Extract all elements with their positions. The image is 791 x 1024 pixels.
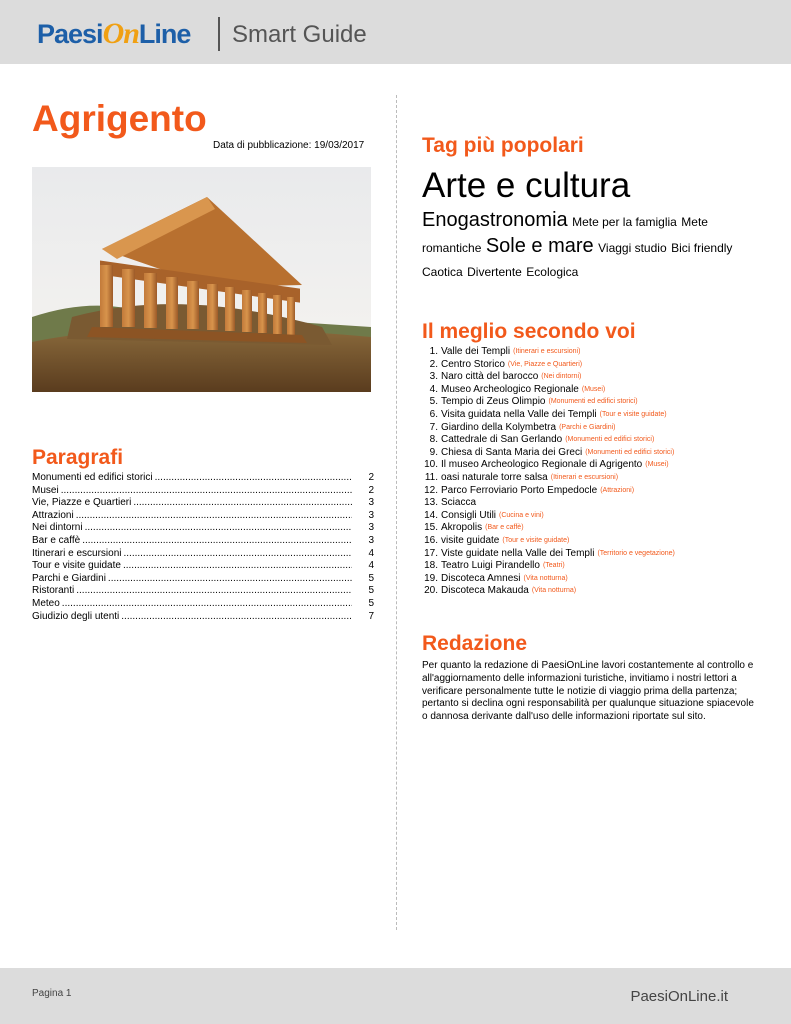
tag-link[interactable]: Sole e mare <box>485 235 594 257</box>
list-item[interactable] <box>420 497 770 510</box>
toc-row[interactable] <box>32 510 374 523</box>
list-item-number: 15. <box>424 522 438 534</box>
list-item-category: (Monumenti ed edifici storici) <box>565 436 655 444</box>
tag-link[interactable]: Ecologica <box>526 265 579 279</box>
list-item-number: 17. <box>424 547 438 559</box>
toc-row[interactable] <box>32 598 374 611</box>
toc-row[interactable] <box>32 485 374 498</box>
list-item-category: (Parchi e Giardini) <box>559 423 616 431</box>
list-item[interactable] <box>420 472 770 485</box>
tag-link[interactable]: Bici friendly <box>671 241 733 255</box>
toc-row[interactable] <box>32 548 374 561</box>
list-item-name: Viste guidate nella Valle dei Templi <box>441 547 595 559</box>
page-number: Pagina 1 <box>32 988 72 999</box>
list-item-name: Sciacca <box>441 497 477 509</box>
list-item-number: 20. <box>424 585 438 597</box>
list-item-name: Chiesa di Santa Maria dei Greci <box>441 446 583 458</box>
paesionline-logo[interactable] <box>37 14 190 54</box>
list-item-name: Cattedrale di San Gerlando <box>441 434 563 446</box>
list-item-category: (Teatri) <box>542 562 565 570</box>
header-divider <box>218 17 220 51</box>
list-item-number: 5. <box>429 396 438 408</box>
list-item-category: (Bar e caffè) <box>485 524 524 532</box>
tag-link[interactable]: Mete romantiche <box>422 215 708 255</box>
toc-row[interactable] <box>32 585 374 598</box>
toc-leader-dots <box>82 535 352 548</box>
list-item-name: Giardino della Kolymbetra <box>441 421 557 433</box>
list-item-number: 14. <box>424 509 438 521</box>
list-item-category: (Musei) <box>645 461 669 469</box>
toc-label: Ristoranti <box>32 585 75 597</box>
toc-page-number: 5 <box>368 585 374 597</box>
list-item[interactable] <box>420 522 770 535</box>
list-item-name: Il museo Archeologico Regionale di Agrigento <box>441 459 643 471</box>
list-item-category: (Vita notturna) <box>523 574 568 582</box>
tag-link[interactable]: Caotica <box>422 265 463 279</box>
tag-link[interactable]: Enogastronomia <box>422 209 568 231</box>
list-item-number: 6. <box>429 408 438 420</box>
list-item-name: Discoteca Makauda <box>441 585 529 597</box>
column-divider <box>396 95 397 930</box>
site-name[interactable]: PaesiOnLine.it <box>630 988 728 1005</box>
toc-label: Vie, Piazze e Quartieri <box>32 497 132 509</box>
list-item-category: (Attrazioni) <box>600 486 635 494</box>
list-item-number: 18. <box>424 560 438 572</box>
list-item-number: 11. <box>424 471 438 483</box>
list-item[interactable] <box>420 535 770 548</box>
toc-leader-dots <box>121 611 352 624</box>
list-item[interactable] <box>420 371 770 384</box>
page-title: Agrigento <box>32 98 207 139</box>
list-item-category: (Musei) <box>581 385 606 393</box>
toc-page-number: 3 <box>368 509 374 521</box>
list-item-category: (Territorio e vegetazione) <box>597 549 675 557</box>
toc-leader-dots <box>123 560 352 573</box>
toc-leader-dots <box>62 598 352 611</box>
list-item-number: 12. <box>424 484 438 496</box>
list-item[interactable] <box>420 573 770 586</box>
footer-bar <box>0 968 791 1024</box>
toc-page-number: 4 <box>368 560 374 572</box>
list-item[interactable] <box>420 422 770 435</box>
list-item[interactable] <box>420 459 770 472</box>
toc-leader-dots <box>85 522 352 535</box>
toc-page-number: 4 <box>368 547 374 559</box>
list-item-name: Consigli Utili <box>441 509 497 521</box>
best-list <box>420 346 770 598</box>
list-item[interactable] <box>420 560 770 573</box>
list-item-name: Parco Ferroviario Porto Empedocle <box>441 484 598 496</box>
list-item-name: Tempio di Zeus Olimpio <box>441 396 546 408</box>
list-item-category: (Cucina e vini) <box>499 511 544 519</box>
logo-text-paesi: Paesi <box>37 19 103 49</box>
redazione-text: Per quanto la redazione di PaesiOnLine lavori costantemente al controllo e all'aggiornamento delle informazioni turistiche, invitiamo i nostri lettori a verificare personalmente tutte le notizie di viaggio prima della partenza; pertanto si declina ogni responsabilità per qualunque situazione spiacevole o dannosa derivante dall'uso delle informazioni riportate sul sito. <box>422 660 754 723</box>
publication-date: Data di pubblicazione: 19/03/2017 <box>213 140 365 151</box>
tag-link[interactable]: Mete per la famiglia <box>572 215 677 229</box>
list-item[interactable] <box>420 434 770 447</box>
tag-cloud <box>422 164 762 284</box>
list-item-category: (Tour e visite guidate) <box>599 410 667 418</box>
toc-row[interactable] <box>32 535 374 548</box>
logo-text-on: On <box>102 17 139 50</box>
list-item-name: Naro città del barocco <box>441 371 539 383</box>
list-item-number: 13. <box>424 497 438 509</box>
toc-page-number: 5 <box>368 572 374 584</box>
toc-title: Paragrafi <box>32 446 124 469</box>
toc-row[interactable] <box>32 497 374 510</box>
toc-page-number: 2 <box>368 472 374 483</box>
list-item-number: 4. <box>429 383 438 395</box>
toc-label: Nei dintorni <box>32 522 83 534</box>
toc-label: Tour e visite guidate <box>32 560 121 572</box>
list-item-category: (Nei dintorni) <box>541 373 582 381</box>
list-item-category: (Itinerari e escursioni) <box>550 473 619 481</box>
toc-page-number: 3 <box>368 534 374 546</box>
best-title: Il meglio secondo voi <box>422 320 636 343</box>
list-item-number: 9. <box>429 446 438 458</box>
toc-page-number: 3 <box>368 497 374 509</box>
list-item-number: 8. <box>429 434 438 446</box>
toc-leader-dots <box>133 497 352 510</box>
list-item-name: Museo Archeologico Regionale <box>441 383 579 395</box>
toc-row[interactable] <box>32 611 374 624</box>
list-item-number: 10. <box>424 459 438 471</box>
list-item[interactable] <box>420 485 770 498</box>
toc-row[interactable] <box>32 560 374 573</box>
list-item[interactable] <box>420 384 770 397</box>
list-item-number: 3. <box>429 371 438 383</box>
list-item-number: 1. <box>429 346 438 357</box>
list-item-number: 19. <box>424 572 438 584</box>
list-item-number: 16. <box>424 534 438 546</box>
list-item[interactable] <box>420 359 770 372</box>
list-item-number: 2. <box>429 358 438 370</box>
list-item-number: 7. <box>429 421 438 433</box>
toc-page-number: 7 <box>368 610 374 622</box>
redazione-title: Redazione <box>422 632 528 655</box>
header-title: Smart Guide <box>232 21 367 48</box>
toc-leader-dots <box>155 472 352 485</box>
tags-title: Tag più popolari <box>422 134 584 157</box>
list-item[interactable] <box>420 346 770 359</box>
toc-label: Bar e caffè <box>32 534 81 546</box>
list-item-category: (Tour e visite guidate) <box>502 536 570 544</box>
toc-label: Meteo <box>32 597 60 609</box>
toc-row[interactable] <box>32 573 374 586</box>
toc-label: Itinerari e escursioni <box>32 547 122 559</box>
list-item-name: Discoteca Amnesi <box>441 572 521 584</box>
list-item-category: (Monumenti ed edifici storici) <box>548 398 638 406</box>
toc-page-number: 2 <box>368 484 374 496</box>
toc-leader-dots <box>61 485 352 498</box>
toc-leader-dots <box>123 548 352 561</box>
toc-label: Musei <box>32 484 59 496</box>
table-of-contents <box>32 472 374 623</box>
toc-leader-dots <box>108 573 352 586</box>
toc-label: Giudizio degli utenti <box>32 610 120 622</box>
logo-text-line: Line <box>138 19 191 49</box>
tag-link[interactable]: Divertente <box>467 265 522 279</box>
list-item-category: (Monumenti ed edifici storici) <box>585 448 675 456</box>
toc-page-number: 3 <box>368 522 374 534</box>
list-item[interactable] <box>420 510 770 523</box>
list-item-name: Centro Storico <box>441 358 505 370</box>
tag-link[interactable]: Arte e cultura <box>422 166 631 205</box>
toc-page-number: 5 <box>368 597 374 609</box>
list-item-name: Valle dei Templi <box>441 346 511 357</box>
list-item-category: (Vita notturna) <box>531 587 577 595</box>
toc-row[interactable] <box>32 522 374 535</box>
city-photo <box>32 167 371 392</box>
list-item[interactable] <box>420 396 770 409</box>
toc-leader-dots <box>76 510 352 523</box>
list-item-category: (Vie, Piazze e Quartieri) <box>507 360 583 368</box>
toc-label: Monumenti ed edifici storici <box>32 472 153 483</box>
toc-leader-dots <box>76 585 352 598</box>
list-item-category: (Itinerari e escursioni) <box>513 348 581 355</box>
list-item[interactable] <box>420 447 770 460</box>
toc-label: Parchi e Giardini <box>32 572 106 584</box>
list-item-name: Akropolis <box>441 522 483 534</box>
list-item-name: Visita guidata nella Valle dei Templi <box>441 408 597 420</box>
list-item[interactable] <box>420 548 770 561</box>
list-item[interactable] <box>420 585 770 598</box>
list-item-name: visite guidate <box>441 534 500 546</box>
toc-row[interactable] <box>32 472 374 485</box>
list-item[interactable] <box>420 409 770 422</box>
list-item-name: Teatro Luigi Pirandello <box>441 560 540 572</box>
tag-link[interactable]: Viaggi studio <box>598 241 667 255</box>
list-item-name: oasi naturale torre salsa <box>441 471 548 483</box>
header-bar <box>0 0 791 64</box>
toc-label: Attrazioni <box>32 509 74 521</box>
